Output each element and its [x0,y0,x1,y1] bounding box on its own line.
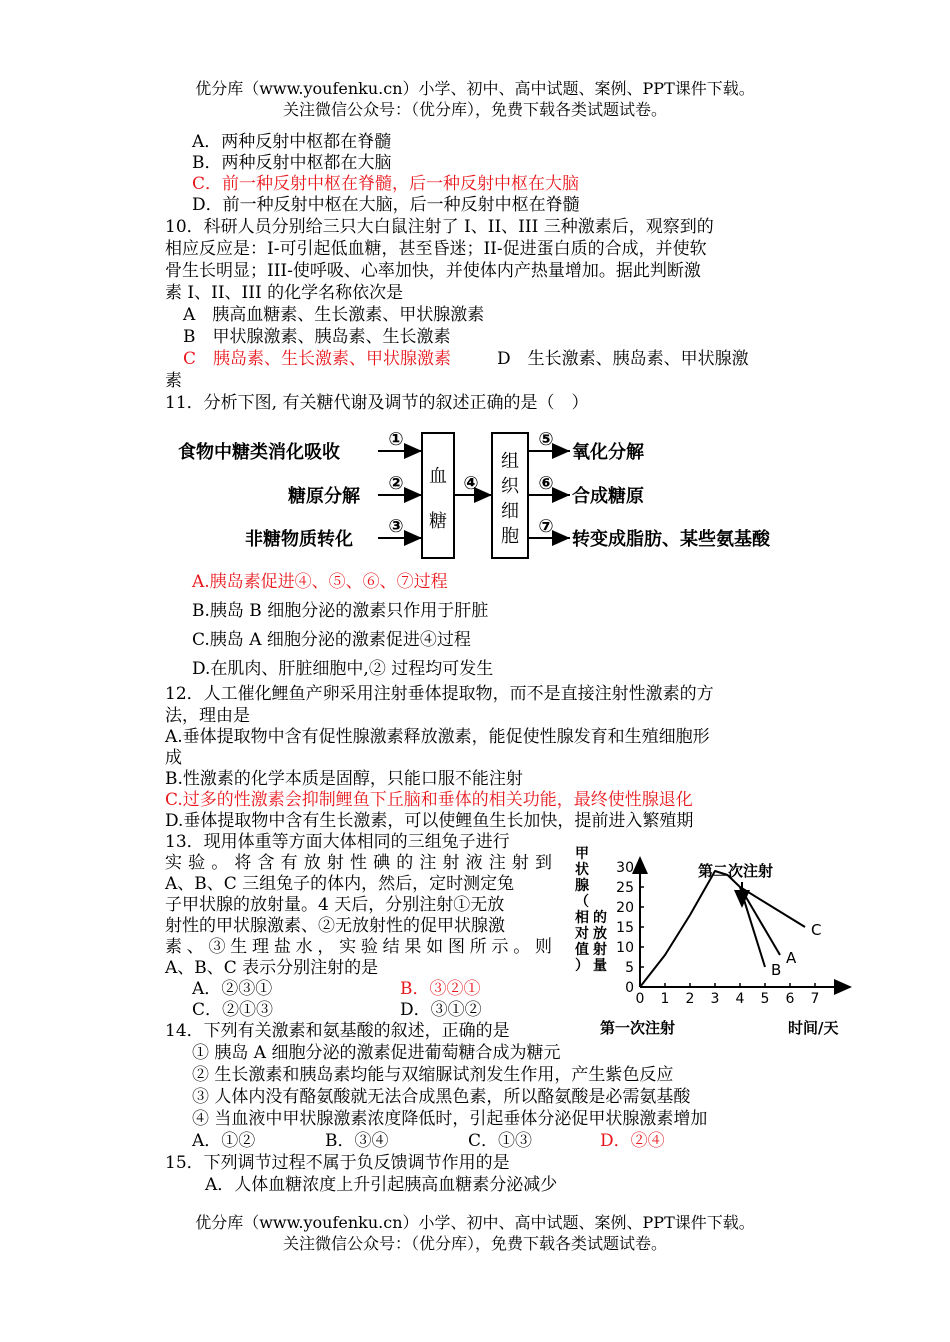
y-label-char: ） [575,958,589,974]
x-tick-label: 3 [710,991,720,1007]
q14-statement-1: ① 胰岛 A 细胞分泌的激素促进葡萄糖合成为糖元 [192,1043,561,1063]
x-tick-label: 5 [760,991,770,1007]
y-label-char: 状 [575,862,589,878]
q9-option-d: D．前一种反射中枢在大脑，后一种反射中枢在脊髓 [192,195,580,215]
q13-stem-line-2: 实验。将含有放射性碘的注射液注射到 [165,853,552,873]
q15-stem: 15．下列调节过程不属于负反馈调节作用的是 [165,1153,510,1173]
glucose-metabolism-diagram [170,425,820,565]
q10-stem-line-3: 骨生长明显；III-使呼吸、心率加快，并使体内产热量增加。据此判断激 [165,261,701,281]
q11-option-b: B.胰岛 B 细胞分泌的激素只作用于肝脏 [192,601,489,621]
y-tick-label: 10 [616,940,634,956]
q14-option-c: C．①③ [468,1131,533,1151]
q15-option-a: A．人体血糖浓度上升引起胰高血糖素分泌减少 [205,1175,558,1195]
y-tick-label: 15 [616,920,634,936]
diagram-source-3: 非糖物质转化 [245,529,353,550]
q14-statement-4: ④ 当血液中甲状腺激素浓度降低时，引起垂体分泌促甲状腺激素增加 [192,1109,708,1129]
q14-option-d: D．②④ [600,1131,665,1151]
q9-option-c: C．前一种反射中枢在脊髓，后一种反射中枢在大脑 [192,174,580,194]
x-tick-label: 0 [635,991,645,1007]
q13-stem-line-7: A、B、C 表示分别注射的是 [165,958,379,978]
x-tick-label: 4 [735,991,745,1007]
y-tick-label: 0 [625,980,634,996]
y-tick-label: 25 [616,880,634,896]
q12-option-a-line-1: A.垂体提取物中含有促性腺激素释放激素，能促使性腺发育和生殖细胞形 [165,727,710,747]
label-5: ⑤ [538,429,554,450]
blood-sugar-box [422,433,454,558]
y-label-char: 射 [593,942,607,958]
q9-option-a: A．两种反射中枢都在脊髓 [192,132,392,152]
y-label-char: 对 [575,926,589,942]
output-7: 转变成脂肪、某些氨基酸 [572,529,770,550]
diagram-source-1: 食物中糖类消化吸收 [178,442,340,463]
tissue-char-3: 细 [501,501,519,522]
series-label-a: A [786,949,797,967]
q10-stem-line-2: 相应反应是：I-可引起低血糖，甚至昏迷；II-促进蛋白质的合成，并使软 [165,239,707,259]
q11-option-c: C.胰岛 A 细胞分泌的激素促进④过程 [192,630,471,650]
tissue-char-2: 织 [501,476,519,497]
y-tick-label: 20 [616,900,634,916]
y-tick-label: 5 [625,960,634,976]
q13-option-a: A．②③① [192,979,273,999]
q12-option-d: D.垂体提取物中含有生长激素，可以使鲤鱼生长加快，提前进入繁殖期 [165,811,694,831]
y-label-char: 腺 [575,878,589,894]
label-6: ⑥ [538,473,554,494]
y-label-char: 放 [593,926,607,942]
footer-line-1: 优分库（www.youfenku.cn）小学、初中、高中试题、案例、PPT课件下载。 [195,1213,755,1232]
q11-option-a: A.胰岛素促进④、⑤、⑥、⑦过程 [192,572,448,592]
y-tick-label: 30 [616,860,634,876]
q13-stem-line-1: 13．现用体重等方面大体相同的三组兔子进行 [165,832,510,852]
series-line-a [740,887,780,955]
thyroid-radioactivity-chart [560,840,860,1040]
label-1: ① [388,429,404,450]
y-label-char: 的 [593,910,607,926]
y-label-char: 相 [575,910,589,926]
x-tick-label: 6 [785,991,795,1007]
q13-stem-line-3: A、B、C 三组兔子的体内，然后，定时测定兔 [165,874,515,894]
label-3: ③ [388,516,404,537]
q12-stem-line-1: 12．人工催化鲤鱼产卵采用注射垂体提取物，而不是直接注射性激素的方 [165,684,714,704]
tissue-char-1: 组 [501,451,519,472]
y-label-char: （ [575,894,589,910]
q13-option-c: C．②①③ [192,1000,274,1020]
q10-stem-line-4: 素 I、II、III 的化学名称依次是 [165,283,404,303]
label-4: ④ [463,473,479,494]
blood-char-1: 血 [429,466,447,487]
q14-statement-2: ② 生长激素和胰岛素均能与双缩脲试剂发生作用，产生紫色反应 [192,1065,674,1085]
q13-stem-line-4: 子甲状腺的放射量。4 天后，分别注射①无放 [165,895,505,915]
q14-option-a: A．①② [192,1131,256,1151]
q10-option-d-tail: 素 [165,371,182,391]
q13-stem-line-6: 素、③生理盐水，实验结果如图所示。则 [165,937,552,957]
header-line-1: 优分库（www.youfenku.cn）小学、初中、高中试题、案例、PPT课件下载。 [195,79,755,98]
q12-option-a-line-2: 成 [165,748,182,768]
blood-char-2: 糖 [429,511,447,532]
footer-line-2: 关注微信公众号：（优分库），免费下载各类试题试卷。 [282,1234,667,1253]
q13-stem-line-5: 射性的甲状腺激素、②无放射性的促甲状腺激 [165,916,505,936]
q12-stem-line-2: 法，理由是 [165,706,250,726]
q13-option-b: B．③②① [400,979,481,999]
q13-option-d: D．③①② [400,1000,482,1020]
x-tick-label: 7 [810,991,820,1007]
y-label-char: 甲 [575,846,589,862]
x-tick-label: 2 [685,991,695,1007]
x-tick-label: 1 [660,991,670,1007]
output-6: 合成糖原 [572,486,644,507]
output-5: 氧化分解 [572,442,644,463]
q10-option-b: B 甲状腺激素、胰岛素、生长激素 [183,327,451,347]
q9-option-b: B．两种反射中枢都在大脑 [192,153,392,173]
series-label-b: B [771,961,782,979]
y-label-char: 量 [593,958,607,974]
label-7: ⑦ [538,516,554,537]
q10-option-a: A 胰高血糖素、生长激素、甲状腺激素 [183,305,485,325]
common-curve [640,871,740,987]
q11-stem: 11．分析下图, 有关糖代谢及调节的叙述正确的是（ ） [165,393,589,413]
tissue-char-4: 胞 [501,526,519,547]
y-label-char: 值 [575,942,589,958]
series-label-c: C [811,921,822,939]
q10-stem-line-1: 10．科研人员分别给三只大白鼠注射了 I、II、III 三种激素后，观察到的 [165,217,714,237]
q10-option-d: D 生长激素、胰岛素、甲状腺激 [497,349,749,369]
q11-option-d: D.在肌肉、肝脏细胞中,② 过程均可发生 [192,659,494,679]
q10-option-c: C 胰岛素、生长激素、甲状腺激素 [183,349,452,369]
q14-option-b: B．③④ [325,1131,389,1151]
q12-option-c: C.过多的性激素会抑制鲤鱼下丘脑和垂体的相关功能，最终使性腺退化 [165,790,693,810]
q12-option-b: B.性激素的化学本质是固醇，只能口服不能注射 [165,769,523,789]
label-2: ② [388,473,404,494]
diagram-source-2: 糖原分解 [288,486,360,507]
first-injection-label: 第一次注射 [600,1019,676,1037]
q14-stem: 14．下列有关激素和氨基酸的叙述，正确的是 [165,1021,510,1041]
q14-statement-3: ③ 人体内没有酪氨酸就无法合成黑色素，所以酪氨酸是必需氨基酸 [192,1087,691,1107]
header-line-2: 关注微信公众号：（优分库），免费下载各类试题试卷。 [282,100,667,119]
second-injection-label: 第二次注射 [698,862,774,880]
x-axis-label: 时间/天 [788,1019,839,1037]
